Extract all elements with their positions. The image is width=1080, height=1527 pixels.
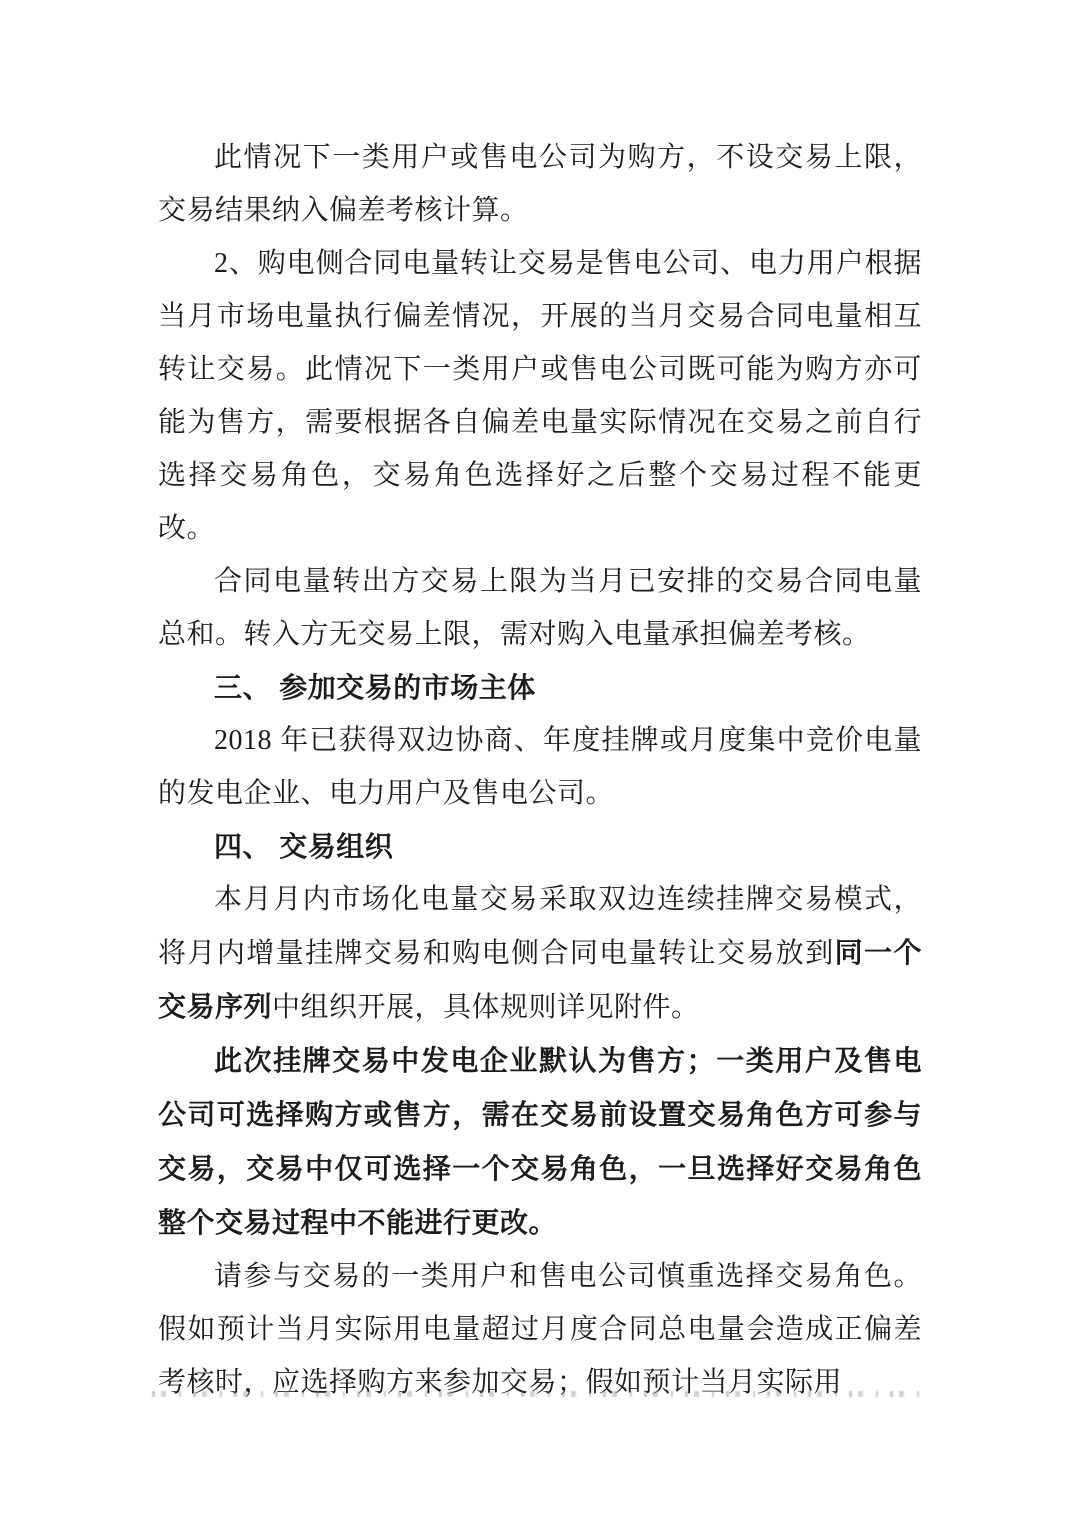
text-run: 此情况下一类用户或售电公司为购方，不设交易上限，交易结果纳入偏差考核计算。: [158, 142, 922, 226]
text-run: 2、购电侧合同电量转让交易是售电公司、电力用户根据当月市场电量执行偏差情况，开展的当月交易合同电量相互转让交易。此情况下一类用户或售电公司既可能为购方亦可能为售方，需要根据各自偏差电量实际情况在交易之前自行选择交易角色，交易角色选择好之后整个交易过程不能更改。: [158, 248, 922, 544]
section-heading: [158, 820, 922, 873]
body-paragraph: [158, 131, 922, 237]
document-body: [158, 131, 922, 1409]
text-run: 合同电量转出方交易上限为当月已安排的交易合同电量总和。转入方无交易上限，需对购入电量承担偏差考核。: [158, 566, 922, 650]
body-paragraph: [158, 1034, 922, 1250]
body-paragraph: [158, 1250, 922, 1409]
text-run: 中组织开展，具体规则详见附件。: [272, 992, 700, 1023]
text-run: 三、 参加交易的市场主体: [214, 672, 536, 703]
text-run: 此次挂牌交易中发电企业默认为售方；一类用户及售电公司可选择购方或售方，需在交易前设置交易角色方可参与交易，交易中仅可选择一个交易角色，一旦选择好交易角色整个交易过程中不能进行更改。: [158, 1045, 922, 1238]
text-run: 本月月内市场化电量交易采取双边连续挂牌交易模式，将月内增量挂牌交易和购电侧合同电量转让交易放到: [158, 884, 922, 969]
body-paragraph: [158, 873, 922, 1034]
body-paragraph: [158, 555, 922, 661]
scan-artifact-cutoff-line: [152, 1391, 930, 1397]
text-run: 四、 交易组织: [214, 831, 394, 862]
text-run: 同一个交易序列: [158, 937, 922, 1022]
text-run: 2018 年已获得双边协商、年度挂牌或月度集中竞价电量的发电企业、电力用户及售电公司。: [158, 725, 922, 809]
text-run: 请参与交易的一类用户和售电公司慎重选择交易角色。假如预计当月实际用电量超过月度合同总电量会造成正偏差考核时，应选择购方来参加交易；假如预计当月实际用: [158, 1261, 922, 1398]
body-paragraph: [158, 237, 922, 555]
body-paragraph: [158, 714, 922, 820]
section-heading: [158, 661, 922, 714]
